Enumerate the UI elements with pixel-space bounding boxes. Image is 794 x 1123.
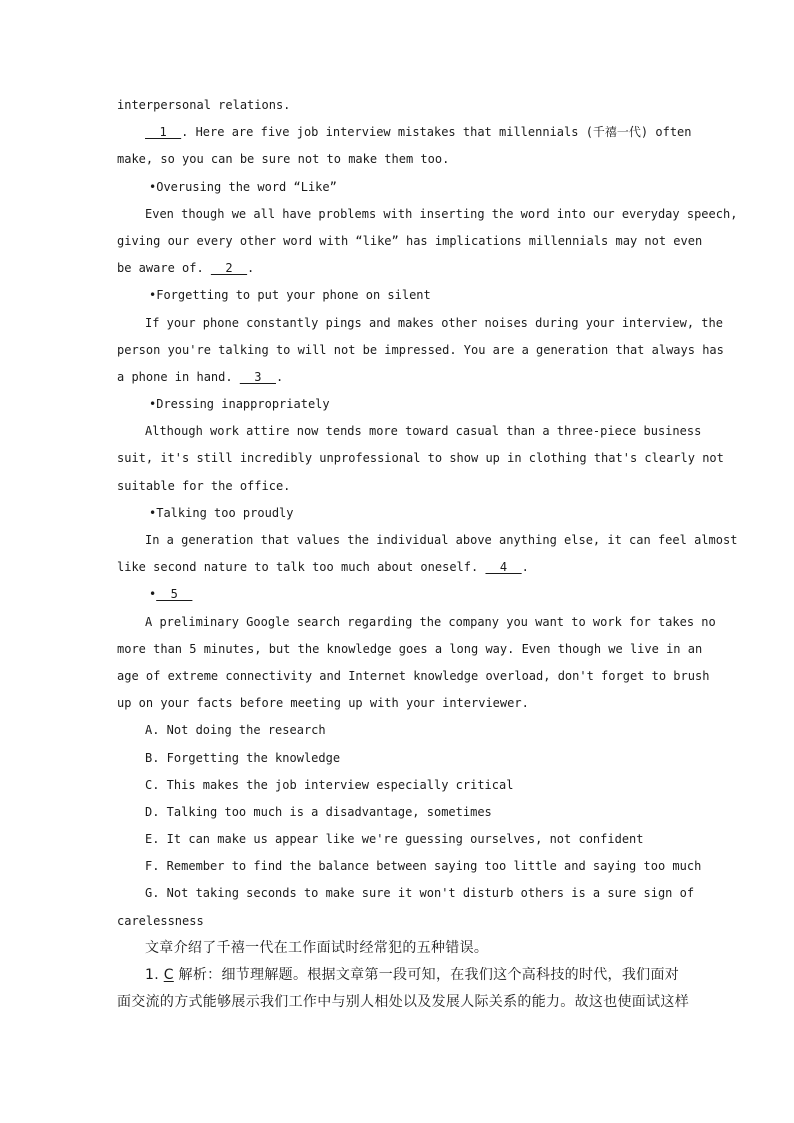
- text-line: [117, 364, 677, 391]
- text-line: giving our every other word with “like” has implications millennials may not even: [117, 233, 703, 248]
- summary-line: 文章介绍了千禧一代在工作面试时经常犯的五种错误。: [145, 939, 489, 956]
- text-line: [117, 255, 677, 282]
- text-span: . Here are five job interview mistakes that millennials (千禧一代) often: [181, 125, 692, 140]
- text-line: suitable for the office.: [117, 478, 291, 493]
- text-line: carelessness: [117, 913, 204, 928]
- bullet-heading: •Talking too proudly: [149, 505, 294, 520]
- text-line: person you're talking to will not be impressed. You are a generation that always has: [117, 342, 724, 357]
- text-line: make, so you can be sure not to make them too.: [117, 152, 450, 167]
- text-line: interpersonal relations.: [117, 98, 291, 112]
- bullet-heading: [117, 581, 677, 608]
- text-span: •: [149, 587, 157, 602]
- text-span: 解析：细节理解题。根据文章第一段可知，在我们这个高科技的时代，我们面对: [173, 967, 680, 983]
- text-line: more than 5 minutes, but the knowledge goes a long way. Even though we live in an: [117, 641, 703, 656]
- answer-1: C: [163, 967, 174, 983]
- option-g: G. Not taking seconds to make sure it won't disturb others is a sure sign of: [145, 886, 695, 901]
- text-line: [117, 119, 692, 146]
- option-e: E. It can make us appear like we're guessing ourselves, not confident: [145, 832, 644, 847]
- option-f: F. Remember to find the balance between saying too little and saying too much: [145, 859, 702, 874]
- text-line: Even though we all have problems with inserting the word into our everyday speech,: [145, 206, 738, 221]
- option-a: A. Not doing the research: [145, 723, 326, 738]
- text-span: .: [275, 369, 284, 384]
- text-line: up on your facts before meeting up with your interviewer.: [117, 696, 529, 711]
- bullet-heading: •Dressing inappropriately: [149, 397, 330, 412]
- bullet-heading: •Overusing the word “Like”: [149, 179, 337, 194]
- document-page: [117, 92, 738, 1016]
- text-span: be aware of.: [117, 261, 211, 276]
- option-d: D. Talking too much is a disadvantage, sometimes: [145, 804, 492, 819]
- option-c: C. This makes the job interview especially critical: [145, 777, 514, 792]
- text-span: 1.: [145, 967, 164, 983]
- text-line: age of extreme connectivity and Internet knowledge overload, don't forget to brush: [117, 668, 710, 683]
- text-line: suit, it's still incredibly unprofessional to show up in clothing that's clearly not: [117, 451, 724, 466]
- text-line: [117, 554, 677, 581]
- analysis-line: [117, 962, 680, 989]
- bullet-heading: •Forgetting to put your phone on silent: [149, 288, 431, 303]
- blank-4: __4__: [485, 560, 522, 575]
- analysis-line: 面交流的方式能够展示我们工作中与别人相处以及发展人际关系的能力。故这也使面试这样: [117, 994, 689, 1011]
- text-line: If your phone constantly pings and makes other noises during your interview, the: [145, 315, 723, 330]
- text-span: like second nature to talk too much about oneself.: [117, 560, 486, 575]
- blank-2: __2__: [210, 261, 248, 276]
- text-span: a phone in hand.: [117, 369, 240, 384]
- text-line: A preliminary Google search regarding the company you want to work for takes no: [145, 614, 716, 629]
- option-b: B. Forgetting the knowledge: [145, 750, 341, 765]
- text-span: .: [247, 261, 255, 276]
- blank-3: __3__: [239, 369, 276, 384]
- blank-1: __1__: [145, 125, 182, 140]
- text-line: Although work attire now tends more toward casual than a three-piece business: [145, 424, 702, 439]
- text-line: In a generation that values the individual above anything else, it can feel almost: [145, 533, 738, 547]
- text-span: .: [521, 560, 529, 575]
- blank-5: __5__: [156, 587, 193, 602]
